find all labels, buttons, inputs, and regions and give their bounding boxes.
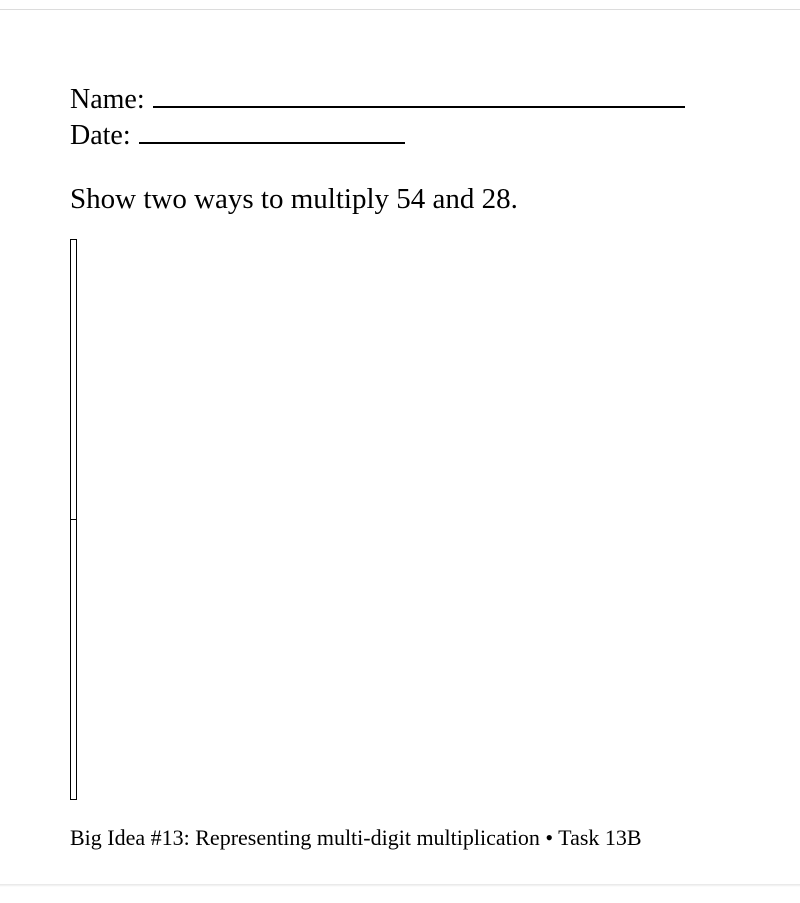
date-label: Date: <box>70 120 131 151</box>
name-blank-line <box>153 84 685 108</box>
task-prompt: Show two ways to multiply 54 and 28. <box>70 183 518 215</box>
task-footer: Big Idea #13: Representing multi-digit multiplication • Task 13B <box>70 825 642 850</box>
page-break-shadow <box>0 884 800 887</box>
date-blank-line <box>139 120 405 144</box>
date-field <box>70 120 405 152</box>
name-field <box>70 84 685 116</box>
answer-box-1 <box>70 239 77 520</box>
answer-box-2 <box>70 519 77 800</box>
worksheet-page <box>0 10 800 886</box>
name-label: Name: <box>70 84 145 115</box>
